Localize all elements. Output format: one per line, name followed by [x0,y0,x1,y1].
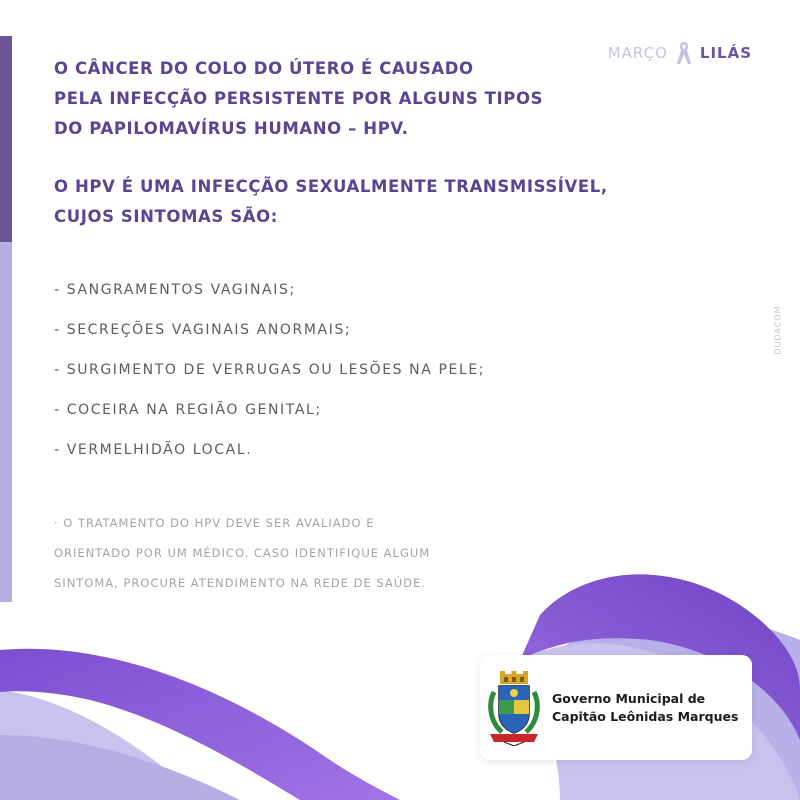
symptoms-heading-line: CUJOS SINTOMAS SÃO: [54,207,278,226]
cause-heading-line: O CÂNCER DO COLO DO ÚTERO É CAUSADO [54,59,474,78]
government-name-line: Capitão Leônidas Marques [552,708,739,724]
treatment-note [54,508,524,598]
symptom-item: - SANGRAMENTOS VAGINAIS; [54,282,296,298]
municipal-crest-icon [486,670,542,746]
cause-heading [54,54,543,144]
symptom-item: - SECREÇÕES VAGINAIS ANORMAIS; [54,322,352,338]
symptoms-list [54,276,485,476]
symptoms-heading [54,172,608,232]
agency-credit [773,300,783,360]
campaign-name: LILÁS [699,44,752,62]
campaign-badge [608,40,752,66]
campaign-month: MARÇO [607,44,668,62]
cause-heading-line: PELA INFECÇÃO PERSISTENTE POR ALGUNS TIPOS [54,89,544,108]
symptom-item: - SURGIMENTO DE VERRUGAS OU LESÕES NA PELE; [54,362,486,378]
treatment-note-line: ORIENTADO POR UM MÉDICO. CASO IDENTIFIQUE ALGUM [54,546,431,560]
cause-heading-line: DO PAPILOMAVÍRUS HUMANO – HPV. [54,119,409,138]
symptom-item: - VERMELHIDÃO LOCAL. [54,442,253,458]
agency-credit-text: DUDACOM [773,305,783,355]
treatment-note-line: · O TRATAMENTO DO HPV DEVE SER AVALIADO E [54,516,375,530]
awareness-ribbon-icon [674,40,694,66]
government-name-line: Governo Municipal de [552,690,706,706]
symptoms-heading-line: O HPV É UMA INFECÇÃO SEXUALMENTE TRANSMISSÍVEL, [54,177,608,196]
symptom-item: - COCEIRA NA REGIÃO GENITAL; [54,402,322,418]
treatment-note-line: SINTOMA, PROCURE ATENDIMENTO NA REDE DE SAÚDE. [54,576,426,590]
government-name [552,690,738,726]
government-card [480,655,752,760]
